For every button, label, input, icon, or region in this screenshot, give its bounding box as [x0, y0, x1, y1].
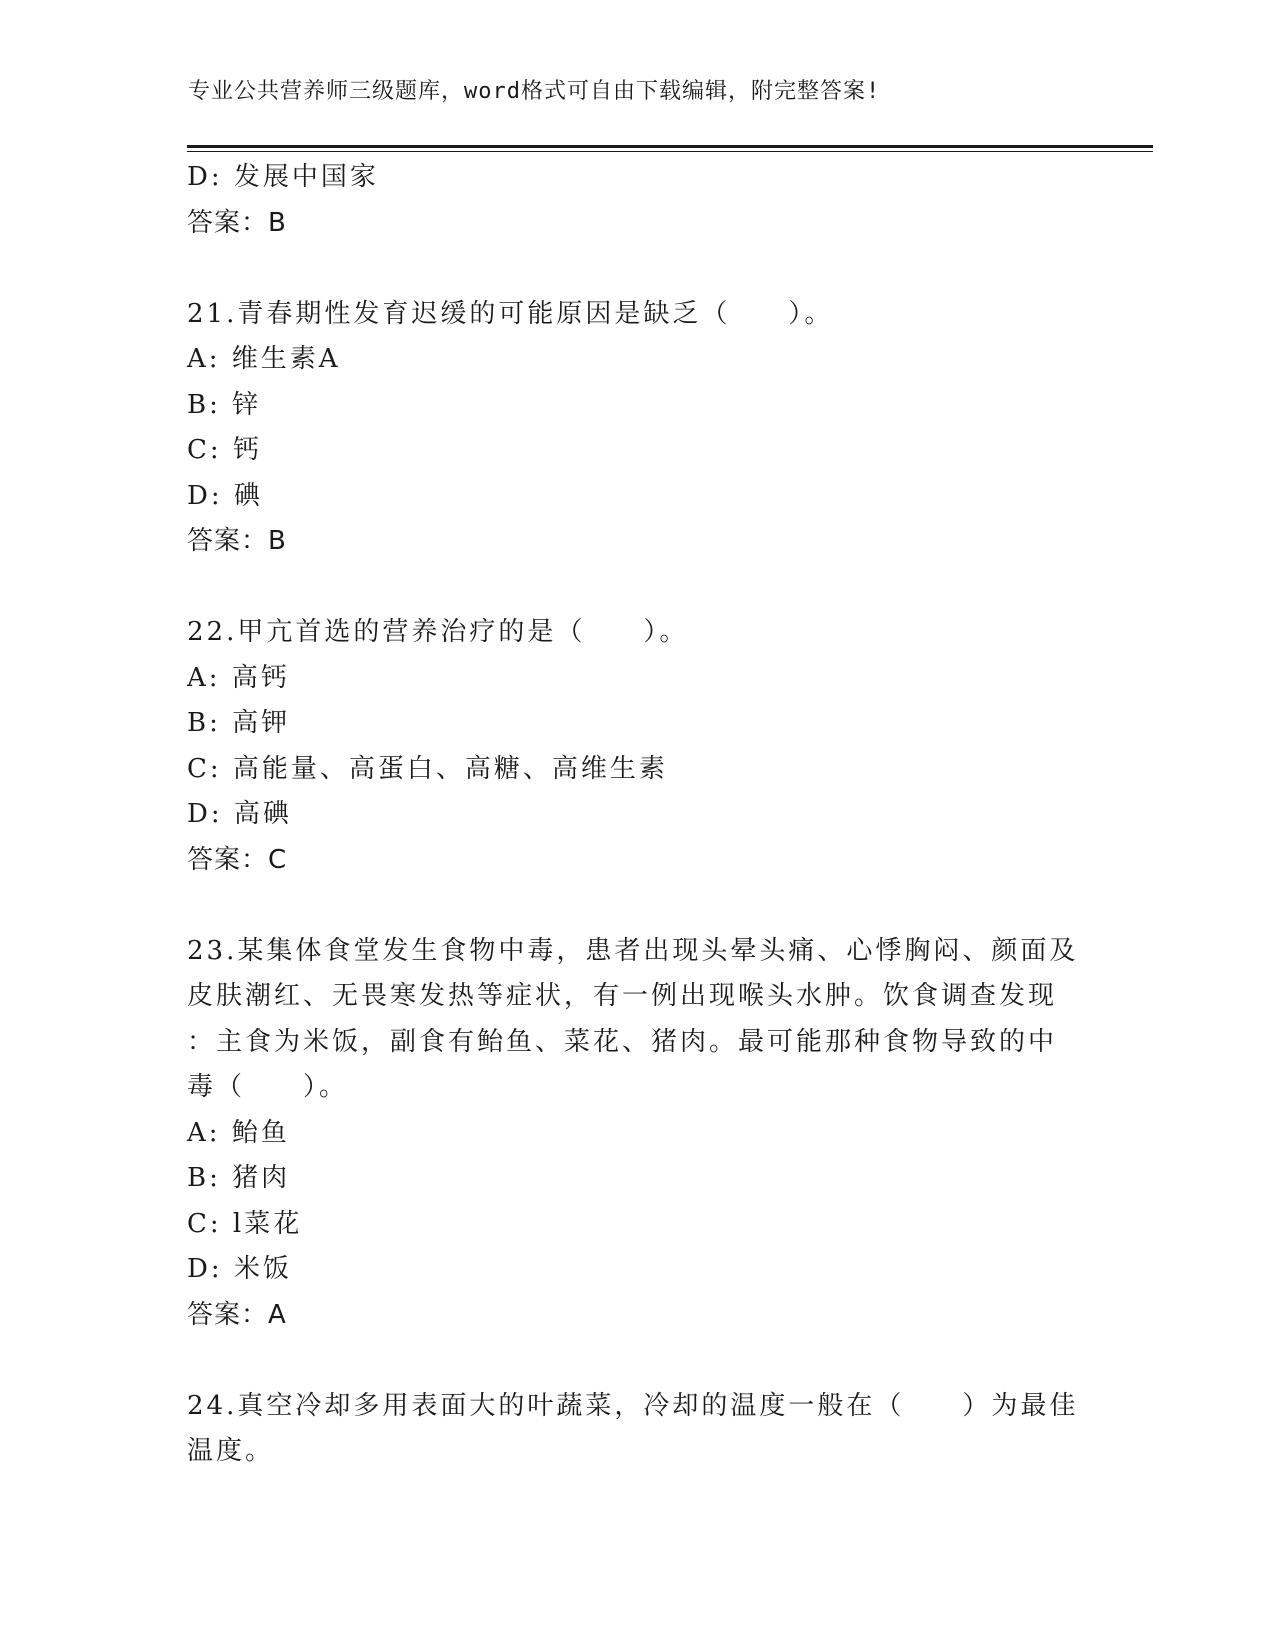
option-a: A: 维生素A — [187, 344, 341, 374]
header-rule-thin — [187, 151, 1153, 152]
option-c: C: 钙 — [187, 435, 262, 465]
question-21 — [187, 292, 1087, 565]
question-23 — [187, 929, 1087, 1339]
option-d: D: 高碘 — [187, 799, 292, 829]
question-stem-line: 毒（ ）。 — [187, 1072, 349, 1102]
answer-line: 答案：C — [187, 844, 288, 875]
question-stem-line: 皮肤潮红、无畏寒发热等症状，有一例出现喉头水肿。饮食调查发现 — [187, 981, 1058, 1011]
option-d: D: 碘 — [187, 480, 263, 511]
question-stem: 22.甲亢首选的营养治疗的是（ ）。 — [187, 617, 689, 647]
answer-line: 答案：B — [187, 207, 287, 238]
question-stem-line: ：主食为米饭，副食有鲐鱼、菜花、猪肉。最可能那种食物导致的中 — [187, 1026, 1058, 1057]
option-a: A: 高钙 — [187, 662, 290, 693]
option-c: C: l菜花 — [187, 1208, 303, 1239]
question-stem: 21.青春期性发育迟缓的可能原因是缺乏（ ）。 — [187, 298, 834, 329]
spacer — [187, 1338, 1087, 1384]
option-d: D: 发展中国家 — [187, 162, 379, 192]
option-b: B: 猪肉 — [187, 1163, 291, 1193]
option-b: B: 锌 — [187, 389, 262, 420]
option-d: D: 米饭 — [187, 1254, 292, 1284]
question-22 — [187, 610, 1087, 883]
question-stem-line: 温度。 — [187, 1436, 275, 1466]
question-stem-line: 23.某集体食堂发生食物中毒，患者出现头晕头痛、心悸胸闷、颜面及 — [187, 935, 1079, 966]
option-a: A: 鲐鱼 — [187, 1117, 290, 1148]
question-stem-line: 24.真空冷却多用表面大的叶蔬菜，冷却的温度一般在（ ）为最佳 — [187, 1390, 1079, 1421]
option-c: C: 高能量、高蛋白、高糖、高维生素 — [187, 753, 668, 784]
answer-line: 答案：A — [187, 1299, 287, 1330]
header-rule-thick — [187, 145, 1153, 148]
page-header: 专业公共营养师三级题库，word格式可自由下载编辑，附完整答案! — [188, 79, 881, 104]
spacer — [187, 565, 1087, 611]
option-b: B: 高钾 — [187, 708, 291, 738]
question-24 — [187, 1384, 1087, 1475]
spacer — [187, 246, 1087, 292]
spacer — [187, 883, 1087, 929]
answer-line: 答案：B — [187, 526, 287, 556]
document-body — [187, 155, 1087, 1475]
